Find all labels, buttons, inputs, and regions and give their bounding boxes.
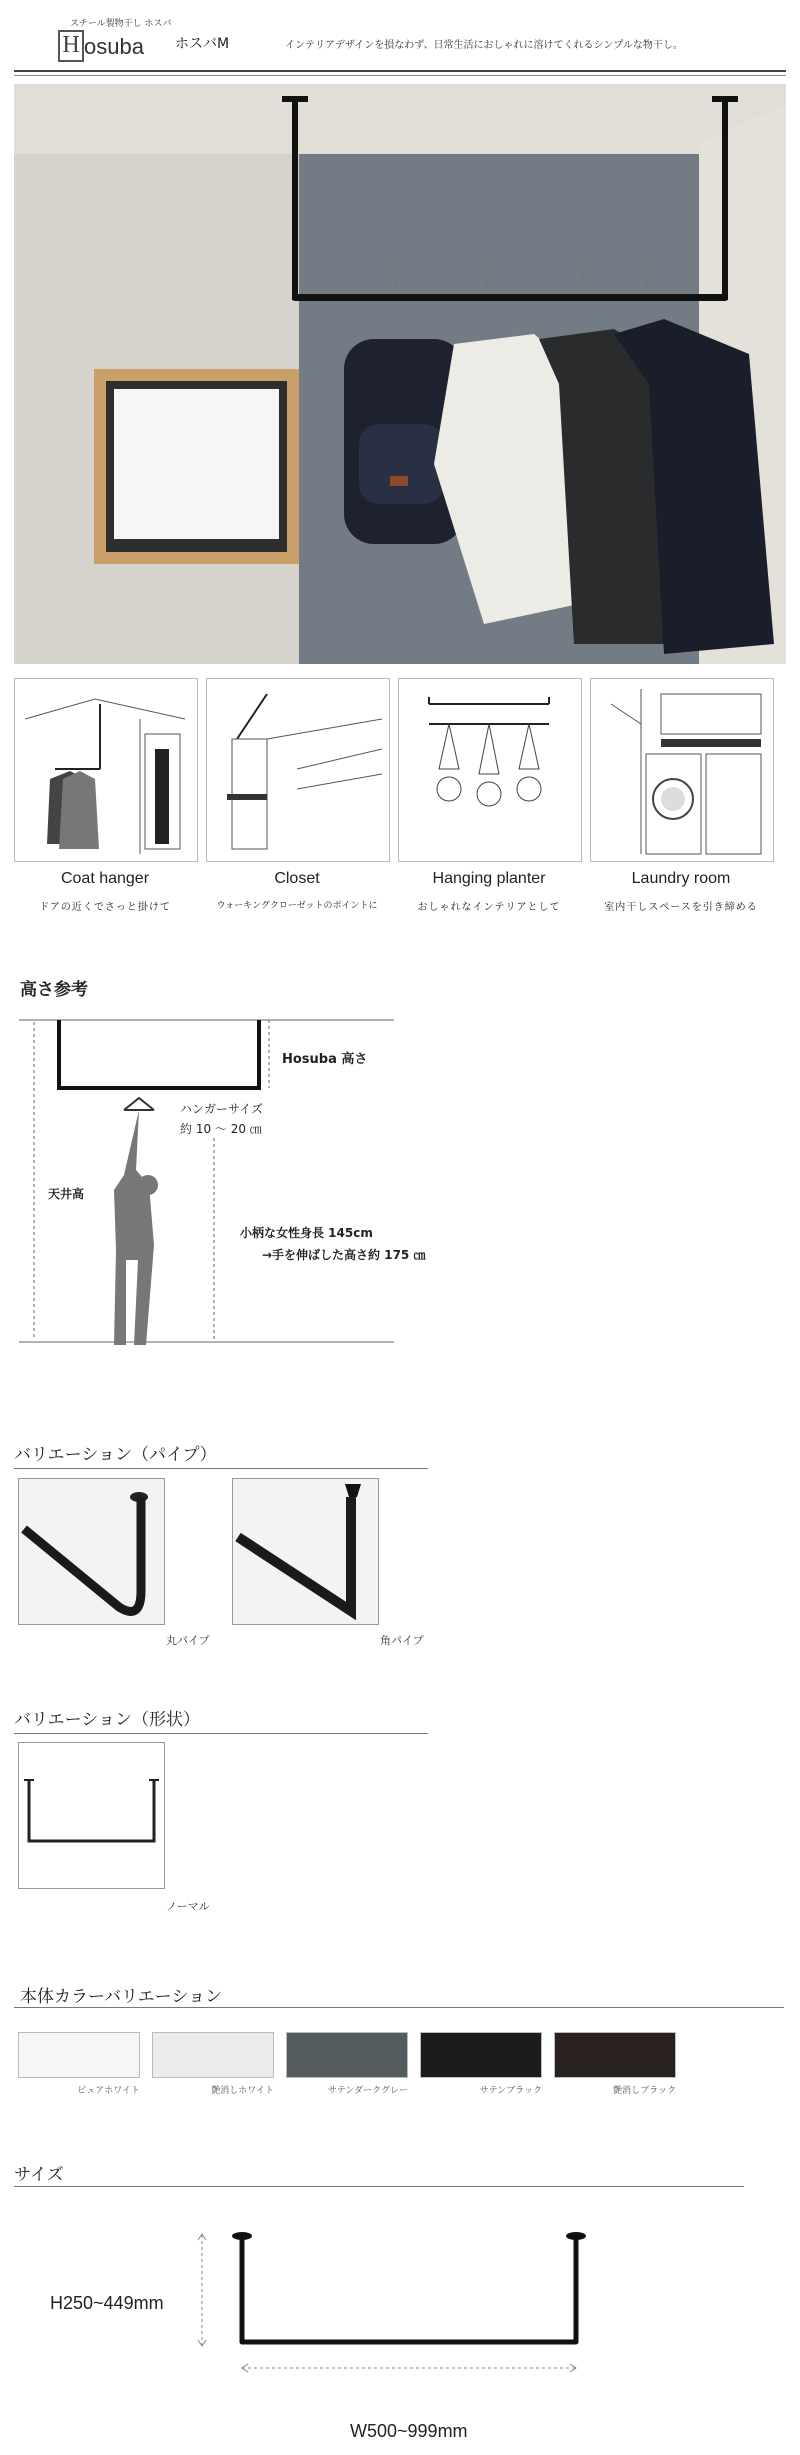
- normal-shape-label: ノーマル: [166, 1900, 210, 1913]
- swatch-satin-dark-gray: [286, 2032, 408, 2078]
- round-pipe-image: [18, 1478, 165, 1625]
- shape-variation-divider: [14, 1733, 428, 1734]
- round-pipe-label: 丸パイプ: [166, 1634, 210, 1647]
- round-pipe-photo: [19, 1479, 164, 1624]
- size-heading: サイズ: [14, 2165, 64, 2185]
- logo-wordmark: osuba: [84, 34, 144, 59]
- coat-hanger-sketch: [15, 679, 197, 861]
- swatch-pure-white: [18, 2032, 140, 2078]
- swatch-satin-black: [420, 2032, 542, 2078]
- hanger-size-label: ハンガーサイズ: [180, 1102, 264, 1116]
- hanger-size-value: 約 10 ～ 20 ㎝: [180, 1122, 262, 1136]
- ceiling-height-label: 天井高: [48, 1187, 85, 1201]
- usage-subtitle-laundry-room: 室内干しスペースを引き締める: [604, 902, 758, 913]
- hosuba-height-label: Hosuba 高さ: [282, 1052, 368, 1067]
- size-divider: [14, 2186, 744, 2187]
- brand-name: ホスバM: [175, 36, 230, 52]
- square-pipe-photo: [233, 1479, 378, 1624]
- usage-title-coat-hanger: Coat hanger: [60, 870, 150, 887]
- page-header: [0, 0, 800, 78]
- color-variation-heading: 本体カラーバリエーション: [20, 1987, 223, 2007]
- header-divider-thin: [14, 75, 786, 76]
- usage-title-laundry-room: Laundry room: [631, 870, 731, 887]
- shape-variation-heading: バリエーション（形状）: [14, 1710, 200, 1730]
- swatch-label-matte-white: 艶消しホワイト: [211, 2086, 274, 2096]
- usage-subtitle-coat-hanger: ドアの近くでさっと掛けて: [39, 902, 171, 913]
- swatch-matte-black: [554, 2032, 676, 2078]
- hero-photo: [14, 84, 786, 664]
- color-variation-divider: [14, 2007, 784, 2008]
- person-height-label: 小柄な女性身長 145cm: [240, 1226, 373, 1240]
- hanging-planter-sketch: [399, 679, 581, 861]
- usage-subtitle-hanging-planter: おしゃれなインテリアとして: [417, 902, 561, 913]
- height-reference-heading: 高さ参考: [20, 980, 88, 1000]
- square-pipe-label: 角パイプ: [380, 1634, 424, 1647]
- normal-shape-drawing: [19, 1743, 164, 1888]
- header-divider: [14, 70, 786, 72]
- swatch-label-matte-black: 艶消しブラック: [613, 2086, 676, 2096]
- swatch-matte-white: [152, 2032, 274, 2078]
- logo-tagline: スチール製物干し ホスバ: [70, 19, 172, 29]
- swatch-label-satin-black: サテンブラック: [479, 2086, 542, 2096]
- size-height-label: H250~449mm: [50, 2293, 164, 2313]
- usage-image-closet: [206, 678, 390, 862]
- usage-image-laundry-room: [590, 678, 774, 862]
- swatch-label-pure-white: ピュアホワイト: [77, 2086, 140, 2096]
- usage-title-hanging-planter: Hanging planter: [432, 870, 546, 887]
- hero-illustration: [14, 84, 786, 664]
- pipe-variation-heading: バリエーション（パイプ）: [14, 1445, 217, 1465]
- laundry-room-sketch: [591, 679, 773, 861]
- square-pipe-image: [232, 1478, 379, 1625]
- closet-sketch: [207, 679, 389, 861]
- size-width-label: W500~999mm: [350, 2421, 468, 2441]
- swatch-label-satin-dark-gray: サテンダークグレー: [327, 2086, 408, 2096]
- tagline: インテリアデザインを損なわず、日常生活におしゃれに溶けてくれるシンプルな物干し。: [285, 40, 683, 51]
- logo-mark: H: [58, 30, 84, 62]
- size-diagram: [190, 2220, 610, 2420]
- usage-subtitle-closet: ウォーキングクローゼットのポイントに: [216, 901, 378, 911]
- normal-shape-image: [18, 1742, 165, 1889]
- height-reference-diagram: [14, 1010, 434, 1350]
- usage-image-hanging-planter: [398, 678, 582, 862]
- pipe-variation-divider: [14, 1468, 428, 1469]
- usage-image-coat-hanger: [14, 678, 198, 862]
- reach-height-label: →手を伸ばした高さ約 175 ㎝: [262, 1248, 426, 1262]
- usage-title-closet: Closet: [274, 870, 320, 887]
